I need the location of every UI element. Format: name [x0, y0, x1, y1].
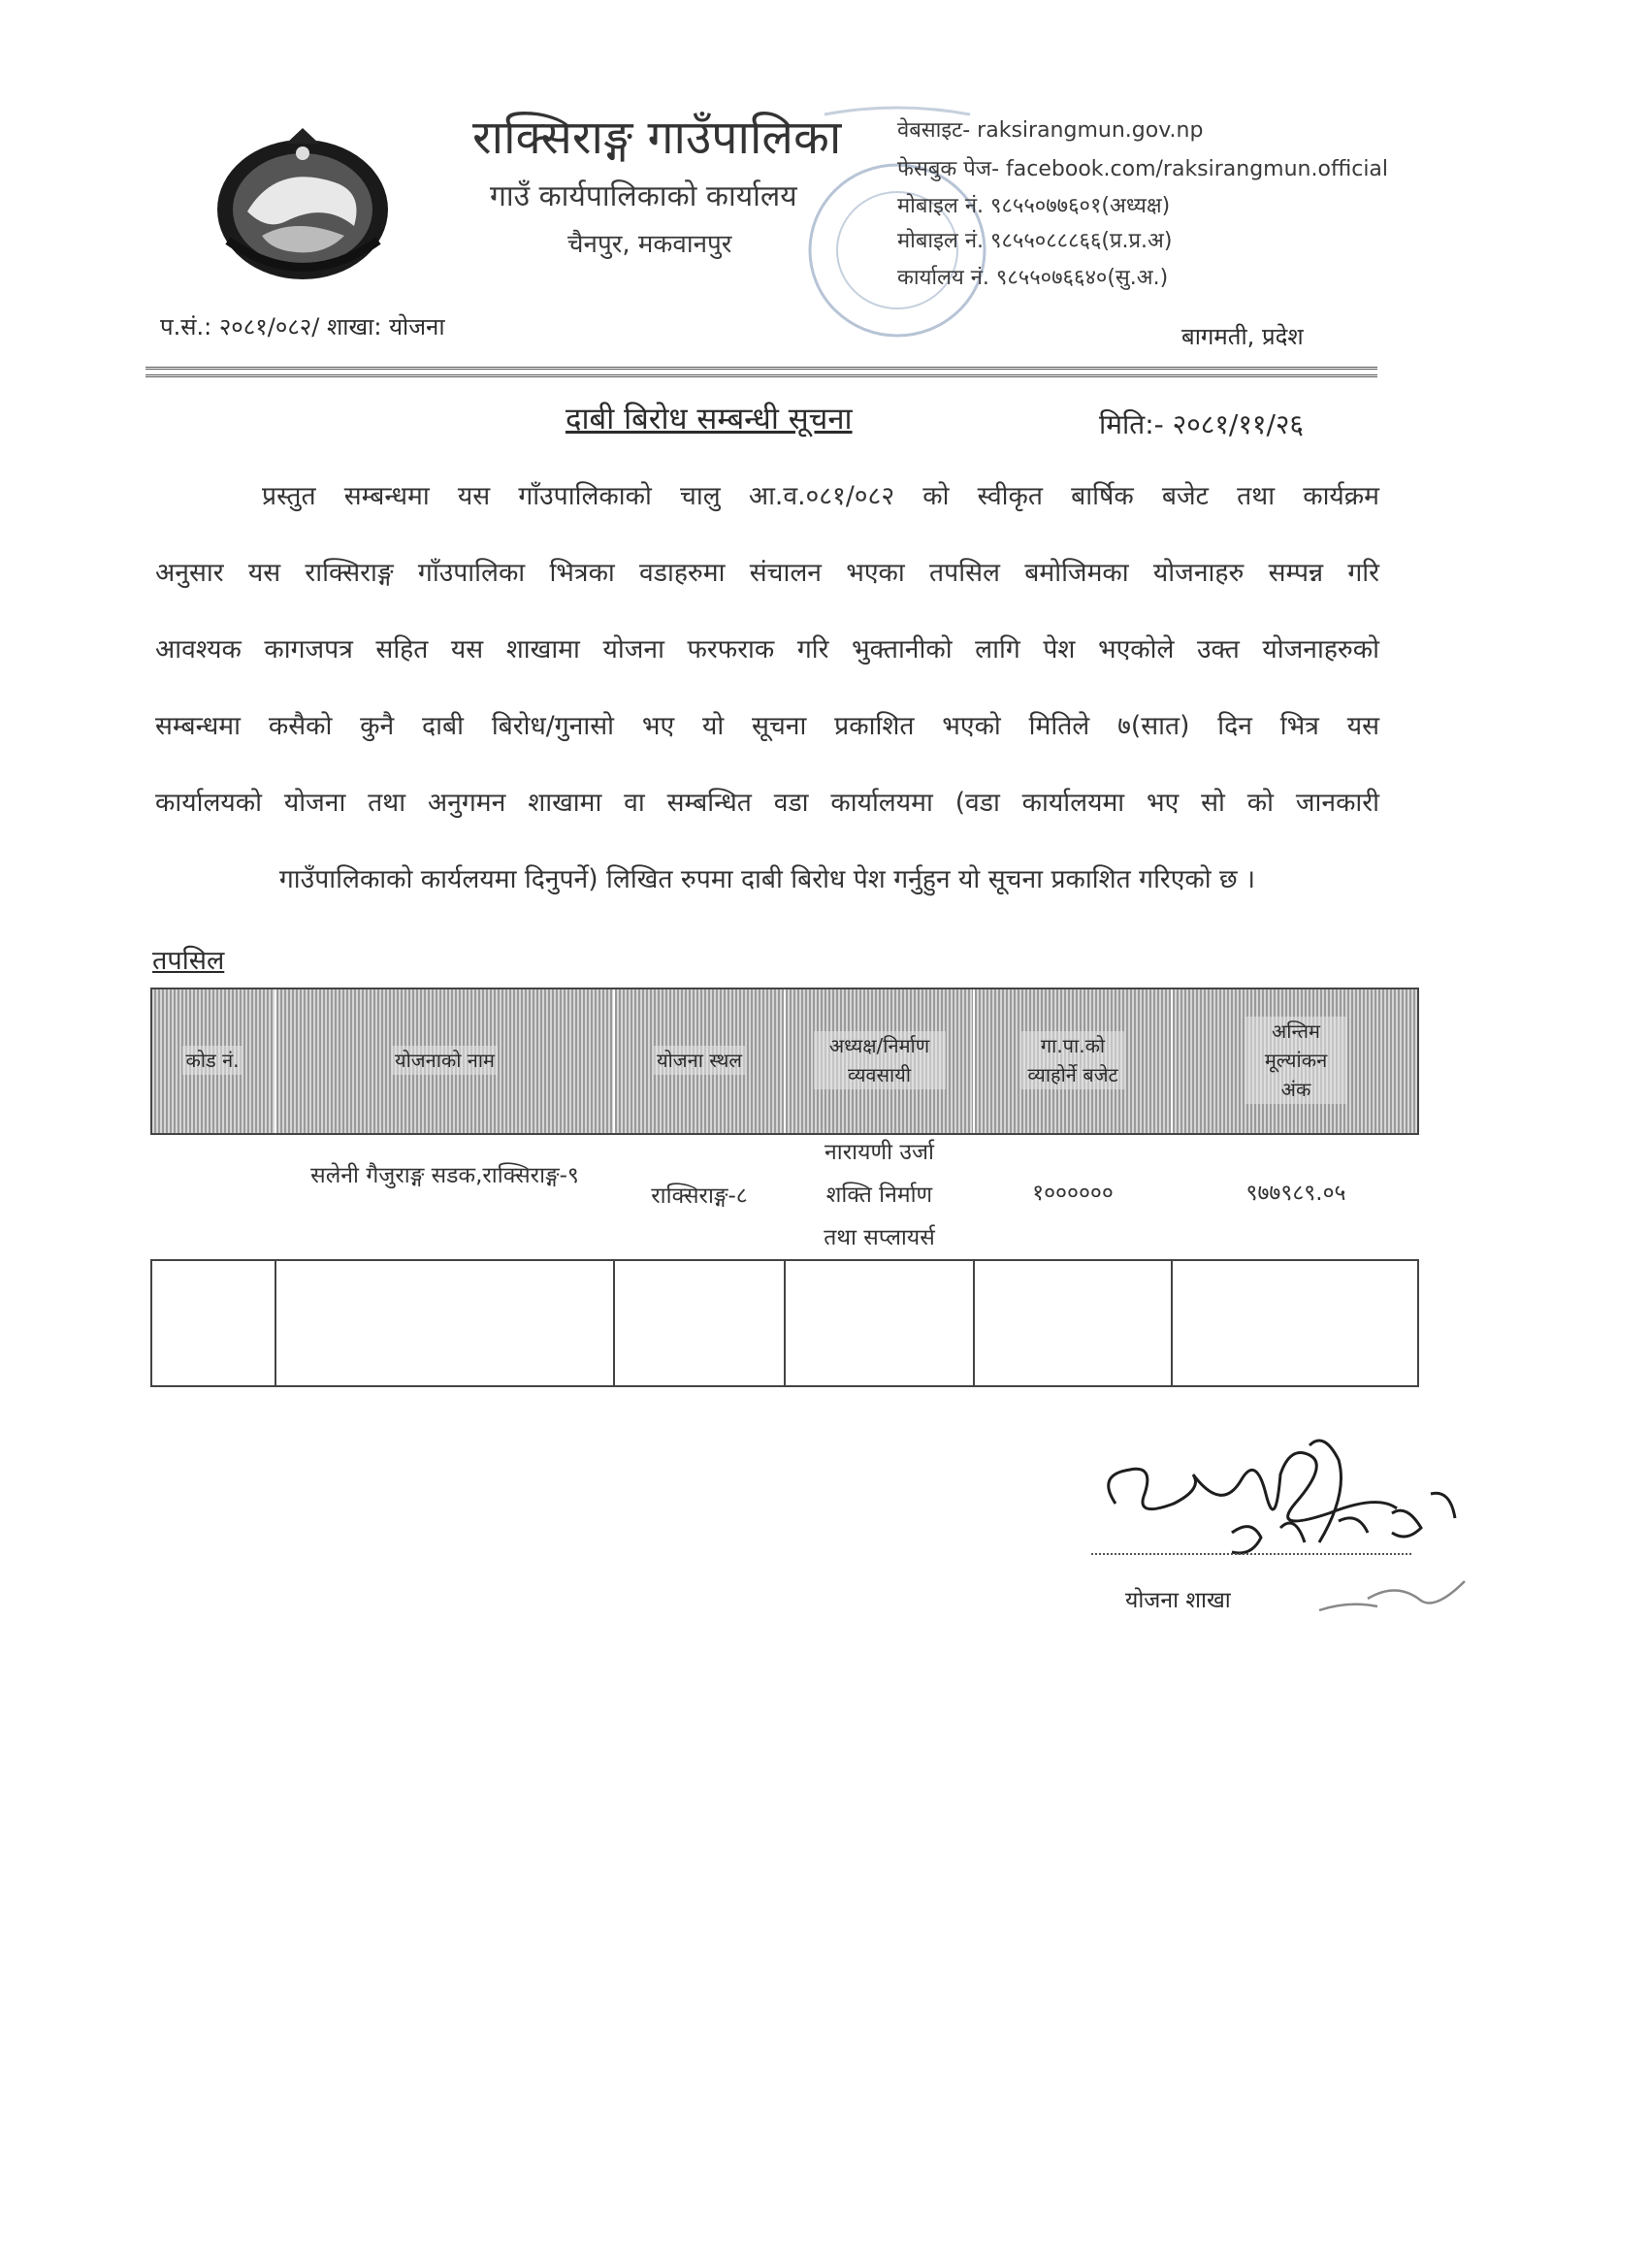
table-caption: तपसिल	[152, 946, 225, 976]
table-border	[150, 988, 1419, 989]
contact-facebook: फेसबुक पेज- facebook.com/raksirangmun.official	[897, 157, 1389, 181]
table-border	[1171, 1259, 1173, 1387]
notice-line: कार्यालयको योजना तथा अनुगमन शाखामा वा सम्बन्धित वडा कार्यालयमा (वडा कार्यालयमा भए सो को जानकारी	[155, 788, 1379, 818]
table-border	[613, 1259, 615, 1387]
header-divider-lower	[146, 374, 1377, 377]
header-divider	[146, 367, 1377, 370]
signature-line	[1091, 1553, 1411, 1555]
municipality-emblem-logo	[209, 124, 398, 289]
notice-line: आवश्यक कागजपत्र सहित यस शाखामा योजना फरफराक गरि भुक्तानीको लागि पेश भएकोले उक्त योजनाहरुको	[155, 634, 1379, 664]
province-label: बागमती, प्रदेश	[1181, 323, 1304, 350]
contact-website: वेबसाइट- raksirangmun.gov.np	[897, 118, 1204, 143]
table-cell-score: ९७७९८९.०५	[1245, 1181, 1346, 1206]
table-border	[973, 1259, 975, 1387]
table-cell-contractor: नारायणी उर्जा शक्ति निर्माण तथा सप्लायर्स	[824, 1140, 935, 1250]
notice-title: दाबी बिरोध सम्बन्धी सूचना	[566, 402, 853, 437]
office-name: गाउँ कार्यपालिकाको कार्यालय	[490, 179, 797, 213]
notice-date: मिति:- २०८१/११/२६	[1099, 408, 1304, 440]
notice-line: अनुसार यस राक्सिराङ्ग गाँउपालिका भित्रका वडाहरुमा संचालन भएका तपसिल बमोजिमका योजनाहरु सम्पन्न गरि	[155, 558, 1379, 588]
notice-line: प्रस्तुत सम्बन्धमा यस गाँउपालिकाको चालु आ.व.०८१/०८२ को स्वीकृत बार्षिक बजेट तथा कार्यक्रम	[262, 481, 1379, 511]
notice-line: सम्बन्धमा कसैको कुनै दाबी बिरोध/गुनासो भए यो सूचना प्रकाशित भएको मितिले ७(सात) दिन भित्र यस	[155, 711, 1379, 741]
table-cell-location: राक्सिराङ्ग-८	[651, 1183, 748, 1209]
table-header-cell: योजना स्थल	[615, 988, 784, 1133]
table-header-cell: अन्तिम मूल्यांकन अंक	[1173, 988, 1419, 1133]
contact-mobile-cao: मोबाइल नं. ९८५५०८८८६६(प्र.प्र.अ)	[897, 229, 1173, 253]
reference-number: प.सं.: २०८१/०८२/ शाखा: योजना	[160, 313, 445, 340]
contact-mobile-chair: मोबाइल नं. ९८५५०७७६०१(अध्यक्ष)	[897, 194, 1171, 218]
table-header-cell: अध्यक्ष/निर्माण व्यवसायी	[786, 988, 973, 1133]
table-border	[150, 1259, 152, 1387]
table-header-cell: गा.पा.को व्याहोर्ने बजेट	[975, 988, 1171, 1133]
signatory-branch: योजना शाखा	[1125, 1588, 1231, 1613]
project-table	[150, 988, 1419, 1387]
table-cell-budget: १००००००	[1032, 1181, 1114, 1206]
table-cell-project-name: सलेनी गैजुराङ्ग सडक,राक्सिराङ्ग-९	[310, 1163, 579, 1188]
table-border	[1417, 1259, 1419, 1387]
notice-body	[155, 458, 1379, 918]
table-border	[784, 1259, 786, 1387]
contact-office-phone: कार्यालय नं. ९८५५०७६६४०(सु.अ.)	[897, 266, 1169, 290]
office-address: चैनपुर, मकवानपुर	[567, 230, 732, 259]
org-name: राक्सिराङ्ग गाउँपालिका	[472, 111, 842, 165]
table-header-cell: कोड नं.	[150, 988, 275, 1133]
table-border	[150, 1133, 1419, 1135]
table-border	[275, 1259, 276, 1387]
table-border	[1417, 988, 1419, 1133]
table-border	[150, 988, 152, 1133]
notice-line: गाउँपालिकाको कार्यलयमा दिनुपर्ने) लिखित रुपमा दाबी बिरोध पेश गर्नुहुन यो सूचना प्रकाशित गरिएको छ ।	[278, 864, 1256, 894]
table-header-cell: योजनाको नाम	[276, 988, 613, 1133]
